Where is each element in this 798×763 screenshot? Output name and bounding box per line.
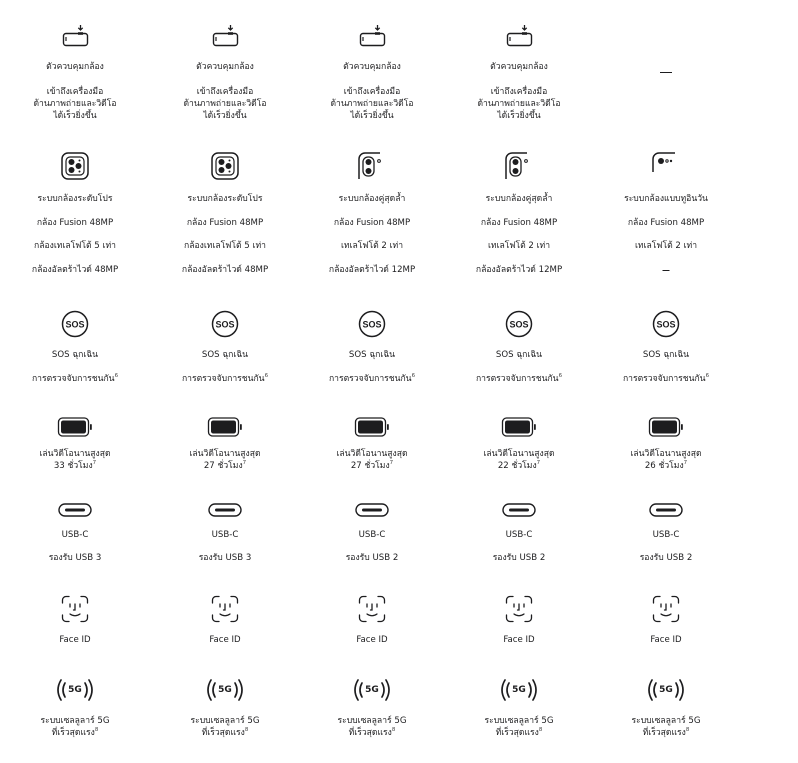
usb-c-icon [207,502,243,518]
5g-badge: 5G [512,685,526,695]
5g-icon [55,676,95,704]
emergency-sos-label-text: SOS ฉุกเฉิน [642,350,690,360]
camera-control-desc-line-text: เข้าถึงเครื่องมือ [46,87,104,97]
5g-icon [205,676,245,704]
camera-control-title-text: ตัวควบคุมกล้อง [196,62,254,72]
camera-control-desc-line [152,98,298,110]
camera-control-desc-line [152,86,298,98]
emergency-sos-label [2,349,148,361]
usb-c-label [593,529,739,541]
emergency-sos-label [152,349,298,361]
battery-hours [299,460,445,472]
usb-support-label [593,552,739,564]
camera-control-desc-line-text: เข้าถึงเครื่องมือ [343,87,401,97]
footnote-marker: 7 [536,460,541,467]
emergency-sos-label-text: SOS ฉุกเฉิน [495,350,543,360]
cellular-speed-label [299,727,445,739]
battery-label [446,448,592,460]
camera-control-desc-line-text: ได้เร็วยิ่งขึ้น [53,111,97,121]
camera-control-title [152,61,298,73]
triple-camera-icon [60,151,90,181]
camera-spec-line-text: ระบบกล้องระดับโปร [187,194,263,204]
crash-detection-label [446,373,592,385]
crash-detection-label [593,373,739,385]
crash-detection-label-text: การตรวจจับการชนกัน [475,374,559,384]
emergency-sos-label [446,349,592,361]
sos-icon [358,310,386,338]
usb-c-label-text: USB-C [61,530,89,540]
camera-control-icon [60,24,90,48]
camera-spec-line [2,264,148,276]
dual-camera-icon [504,151,534,181]
usb-c-label [299,529,445,541]
cellular-label-text: ระบบเซลลูลาร์ 5G [484,716,554,726]
5g-badge: 5G [659,685,673,695]
face-id-label-text: Face ID [503,635,535,645]
footnote-marker: 8 [391,727,396,734]
face-id-label [152,634,298,646]
camera-control-desc-line [446,98,592,110]
camera-control-desc-line-text: ด้านภาพถ่ายและวิดีโอ [477,99,561,109]
sos-icon [652,310,680,338]
battery-label [152,448,298,460]
battery-label [593,448,739,460]
battery-label-text: เล่นวิดีโอนานสูงสุด [189,449,261,459]
cellular-speed-label [593,727,739,739]
battery-label-text: เล่นวิดีโอนานสูงสุด [336,449,408,459]
not-available-dash [660,72,672,73]
triple-camera-icon [210,151,240,181]
cellular-speed-label [152,727,298,739]
5g-badge: 5G [218,685,232,695]
battery-hours [593,460,739,472]
camera-control-title-text: ตัวควบคุมกล้อง [490,62,548,72]
usb-c-label-text: USB-C [505,530,533,540]
camera-spec-line [446,217,592,229]
svg-text:SOS: SOS [656,319,676,330]
5g-icon [646,676,686,704]
camera-spec-line-text: กล้อง Fusion 48MP [333,218,411,228]
face-id-label-text: Face ID [59,635,91,645]
emergency-sos-label-text: SOS ฉุกเฉิน [51,350,99,360]
usb-support-label [446,552,592,564]
single-camera-icon [651,150,681,174]
cellular-label [152,715,298,727]
battery-hours-text: 33 ชั่วโมง [53,461,93,471]
camera-spec-line [2,193,148,205]
crash-detection-label [299,373,445,385]
face-id-label [593,634,739,646]
svg-text:SOS: SOS [509,319,529,330]
emergency-sos-label-text: SOS ฉุกเฉิน [201,350,249,360]
crash-detection-label-text: การตรวจจับการชนกัน [328,374,412,384]
camera-control-desc-line-text: เข้าถึงเครื่องมือ [196,87,254,97]
5g-badge: 5G [365,685,379,695]
footnote-marker: 6 [264,373,269,380]
camera-spec-line [299,193,445,205]
camera-control-title [299,61,445,73]
camera-control-icon [357,24,387,48]
face-id-icon [505,595,533,623]
battery-icon [207,416,243,438]
cellular-speed-label-text: ที่เร็วสุดแรง [348,728,392,738]
usb-support-label [2,552,148,564]
battery-icon [57,416,93,438]
footnote-marker: 7 [242,460,247,467]
battery-label-text: เล่นวิดีโอนานสูงสุด [483,449,555,459]
camera-control-desc-line [152,110,298,122]
camera-control-icon [210,24,240,48]
camera-control-desc-line [299,98,445,110]
usb-support-label-text: รองรับ USB 3 [48,553,102,563]
5g-icon [499,676,539,704]
5g-badge: 5G [68,685,82,695]
face-id-icon [61,595,89,623]
cellular-label-text: ระบบเซลลูลาร์ 5G [631,716,701,726]
footnote-marker: 6 [705,373,710,380]
cellular-label-text: ระบบเซลลูลาร์ 5G [337,716,407,726]
crash-detection-label-text: การตรวจจับการชนกัน [622,374,706,384]
model-column-4 [446,0,592,763]
face-id-label-text: Face ID [650,635,682,645]
model-column-5 [593,0,739,763]
cellular-speed-label-text: ที่เร็วสุดแรง [495,728,539,738]
camera-control-title [2,61,148,73]
svg-text:SOS: SOS [215,319,235,330]
face-id-icon [652,595,680,623]
camera-control-desc-line [299,86,445,98]
battery-label-text: เล่นวิดีโอนานสูงสุด [39,449,111,459]
camera-control-desc-line [446,110,592,122]
svg-text:SOS: SOS [362,319,382,330]
battery-hours [2,460,148,472]
footnote-marker: 7 [683,460,688,467]
battery-icon [354,416,390,438]
usb-c-label [152,529,298,541]
camera-control-desc-line [2,98,148,110]
usb-c-label-text: USB-C [652,530,680,540]
usb-c-icon [648,502,684,518]
camera-spec-line-text: ระบบกล้องแบบทูอินวัน [624,194,708,204]
model-column-2 [152,0,298,763]
camera-spec-line-text: ระบบกล้องคู่สุดล้ำ [485,194,553,204]
footnote-marker: 8 [244,727,249,734]
cellular-speed-label-text: ที่เร็วสุดแรง [201,728,245,738]
camera-spec-line [152,264,298,276]
usb-c-icon [501,502,537,518]
camera-control-desc-line-text: ด้านภาพถ่ายและวิดีโอ [330,99,414,109]
camera-spec-line-text: กล้องเทเลโฟโต้ 5 เท่า [34,241,116,251]
camera-control-desc-line-text: ได้เร็วยิ่งขึ้น [350,111,394,121]
sos-icon [211,310,239,338]
5g-icon [352,676,392,704]
model-column-3 [299,0,445,763]
usb-c-label-text: USB-C [358,530,386,540]
camera-spec-line-text: กล้อง Fusion 48MP [186,218,264,228]
camera-control-desc-line [299,110,445,122]
usb-c-label-text: USB-C [211,530,239,540]
camera-control-icon [504,24,534,48]
usb-c-label [2,529,148,541]
footnote-marker: 6 [411,373,416,380]
camera-spec-line-text: กล้อง Fusion 48MP [480,218,558,228]
crash-detection-label [152,373,298,385]
camera-spec-line [446,240,592,252]
usb-c-icon [354,502,390,518]
camera-spec-line [446,264,592,276]
usb-support-label-text: รองรับ USB 2 [345,553,399,563]
camera-spec-line-text: กล้องอัลตร้าไวด์ 48MP [181,265,269,275]
camera-control-title-text: ตัวควบคุมกล้อง [343,62,401,72]
camera-spec-line-text: กล้องอัลตร้าไวด์ 12MP [475,265,563,275]
footnote-marker: 8 [94,727,99,734]
camera-spec-line [152,240,298,252]
footnote-marker: 7 [92,460,97,467]
dual-camera-icon [357,151,387,181]
cellular-speed-label [2,727,148,739]
cellular-label [446,715,592,727]
camera-control-desc-line [2,110,148,122]
camera-spec-line-text: ระบบกล้องคู่สุดล้ำ [338,194,406,204]
camera-spec-line-text: กล้องอัลตร้าไวด์ 48MP [31,265,119,275]
camera-spec-line [593,240,739,252]
cellular-label [2,715,148,727]
emergency-sos-label [299,349,445,361]
crash-detection-label [2,373,148,385]
camera-spec-line-text: เทเลโฟโต้ 2 เท่า [634,241,698,251]
face-id-icon [211,595,239,623]
camera-spec-line-text: กล้องอัลตร้าไวด์ 12MP [328,265,416,275]
cellular-label-text: ระบบเซลลูลาร์ 5G [40,716,110,726]
camera-spec-line [593,193,739,205]
usb-c-label [446,529,592,541]
not-available-dash [663,270,670,271]
face-id-icon [358,595,386,623]
camera-spec-line-text: กล้อง Fusion 48MP [627,218,705,228]
crash-detection-label-text: การตรวจจับการชนกัน [31,374,115,384]
camera-spec-line-text: เทเลโฟโต้ 2 เท่า [487,241,551,251]
camera-spec-line [299,240,445,252]
camera-spec-line-text: ระบบกล้องระดับโปร [37,194,113,204]
camera-control-title [446,61,592,73]
camera-control-desc-line [446,86,592,98]
camera-spec-line [2,240,148,252]
footnote-marker: 6 [558,373,563,380]
face-id-label [2,634,148,646]
usb-support-label [299,552,445,564]
camera-spec-line [2,217,148,229]
camera-control-desc-line-text: ด้านภาพถ่ายและวิดีโอ [33,99,117,109]
cellular-label [593,715,739,727]
model-column-1 [2,0,148,763]
face-id-label [299,634,445,646]
emergency-sos-label [593,349,739,361]
battery-hours [446,460,592,472]
camera-control-desc-line-text: ได้เร็วยิ่งขึ้น [497,111,541,121]
camera-spec-line [152,217,298,229]
battery-hours-text: 22 ชั่วโมง [497,461,537,471]
face-id-label [446,634,592,646]
cellular-speed-label-text: ที่เร็วสุดแรง [642,728,686,738]
usb-support-label-text: รองรับ USB 2 [492,553,546,563]
camera-spec-line-text: กล้องเทเลโฟโต้ 5 เท่า [184,241,266,251]
camera-control-desc-line [2,86,148,98]
cellular-label-text: ระบบเซลลูลาร์ 5G [190,716,260,726]
footnote-marker: 8 [685,727,690,734]
face-id-label-text: Face ID [356,635,388,645]
camera-control-desc-line-text: ด้านภาพถ่ายและวิดีโอ [183,99,267,109]
battery-hours [152,460,298,472]
cellular-speed-label [446,727,592,739]
camera-spec-line [299,217,445,229]
sos-icon [505,310,533,338]
cellular-speed-label-text: ที่เร็วสุดแรง [51,728,95,738]
battery-label [2,448,148,460]
emergency-sos-label-text: SOS ฉุกเฉิน [348,350,396,360]
camera-spec-line [152,193,298,205]
cellular-label [299,715,445,727]
battery-icon [501,416,537,438]
footnote-marker: 8 [538,727,543,734]
footnote-marker: 7 [389,460,394,467]
battery-icon [648,416,684,438]
camera-control-title-text: ตัวควบคุมกล้อง [46,62,104,72]
camera-spec-line [446,193,592,205]
battery-label-text: เล่นวิดีโอนานสูงสุด [630,449,702,459]
crash-detection-label-text: การตรวจจับการชนกัน [181,374,265,384]
battery-hours-text: 27 ชั่วโมง [350,461,390,471]
footnote-marker: 6 [114,373,119,380]
usb-support-label-text: รองรับ USB 3 [198,553,252,563]
battery-hours-text: 26 ชั่วโมง [644,461,684,471]
sos-icon [61,310,89,338]
camera-control-desc-line-text: เข้าถึงเครื่องมือ [490,87,548,97]
usb-c-icon [57,502,93,518]
battery-label [299,448,445,460]
camera-spec-line [299,264,445,276]
usb-support-label [152,552,298,564]
svg-text:SOS: SOS [65,319,85,330]
camera-spec-line [593,217,739,229]
battery-hours-text: 27 ชั่วโมง [203,461,243,471]
camera-spec-line-text: เทเลโฟโต้ 2 เท่า [340,241,404,251]
camera-spec-line-text: กล้อง Fusion 48MP [36,218,114,228]
camera-control-desc-line-text: ได้เร็วยิ่งขึ้น [203,111,247,121]
usb-support-label-text: รองรับ USB 2 [639,553,693,563]
face-id-label-text: Face ID [209,635,241,645]
